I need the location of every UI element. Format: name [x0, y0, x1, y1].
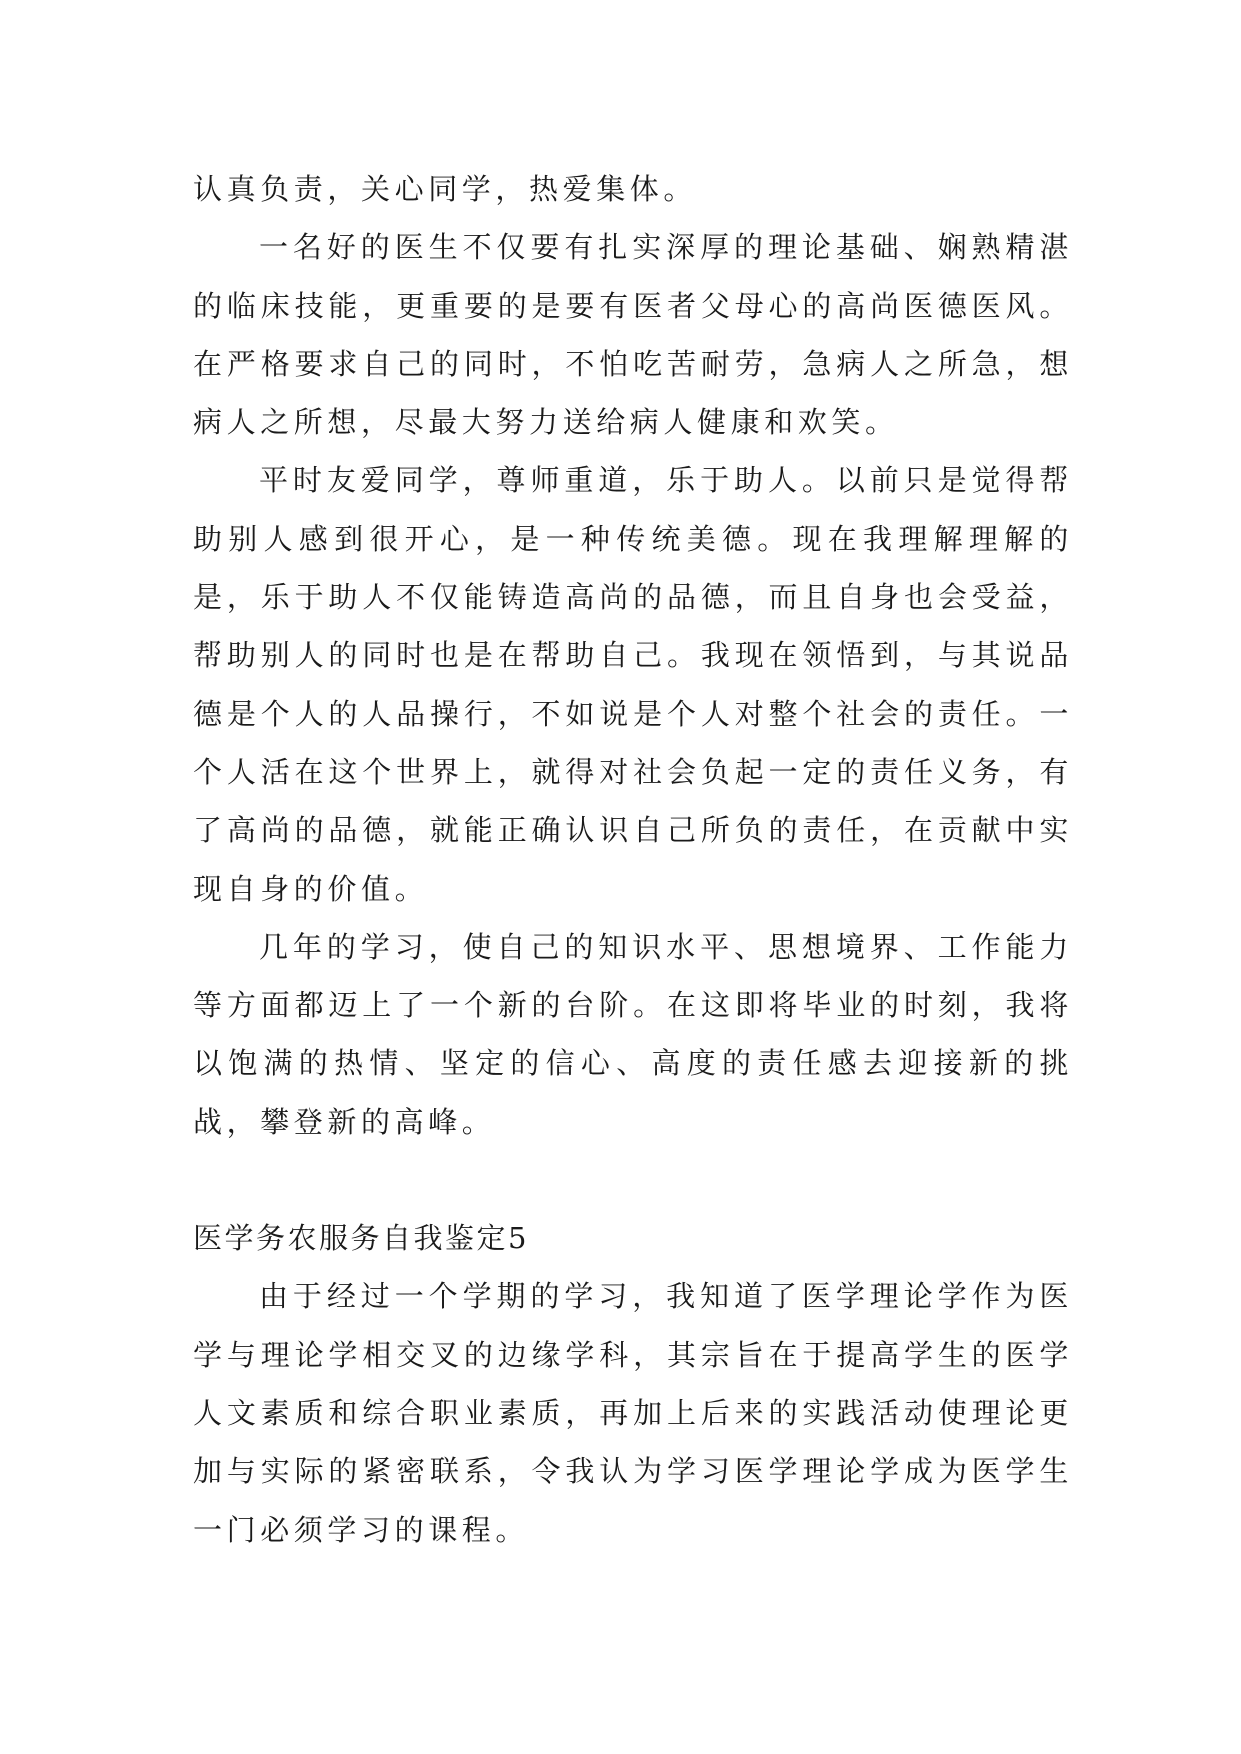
- paragraph-2: 一名好的医生不仅要有扎实深厚的理论基础、娴熟精湛的临床技能，更重要的是要有医者父母心的高尚医德医风。在严格要求自己的同时，不怕吃苦耐劳，急病人之所急，想病人之所想，尽最大努力送给病人健康和欢笑。: [193, 230, 1073, 440]
- paragraph-4: 几年的学习，使自己的知识水平、思想境界、工作能力等方面都迈上了一个新的台阶。在这即将毕业的时刻，我将以饱满的热情、坚定的信心、高度的责任感去迎接新的挑战，攀登新的高峰。: [193, 929, 1073, 1139]
- document-body: [193, 160, 1073, 1559]
- section-spacer: [193, 1151, 1073, 1209]
- section-heading: 医学务农服务自我鉴定5: [193, 1221, 529, 1256]
- paragraph-5: 由于经过一个学期的学习，我知道了医学理论学作为医学与理论学相交叉的边缘学科，其宗旨在于提高学生的医学人文素质和综合职业素质，再加上后来的实践活动使理论更加与实际的紧密联系，令我认为学习医学理论学成为医学生一门必须学习的课程。: [193, 1279, 1073, 1547]
- paragraph-3: 平时友爱同学，尊师重道，乐于助人。以前只是觉得帮助别人感到很开心，是一种传统美德。现在我理解理解的是，乐于助人不仅能铸造高尚的品德，而且自身也会受益，帮助别人的同时也是在帮助自己。我现在领悟到，与其说品德是个人的人品操行，不如说是个人对整个社会的责任。一个人活在这个世界上，就得对社会负起一定的责任义务，有了高尚的品德，就能正确认识自己所负的责任，在贡献中实现自身的价值。: [193, 463, 1073, 906]
- paragraph-1: 认真负责，关心同学，热爱集体。: [193, 172, 698, 206]
